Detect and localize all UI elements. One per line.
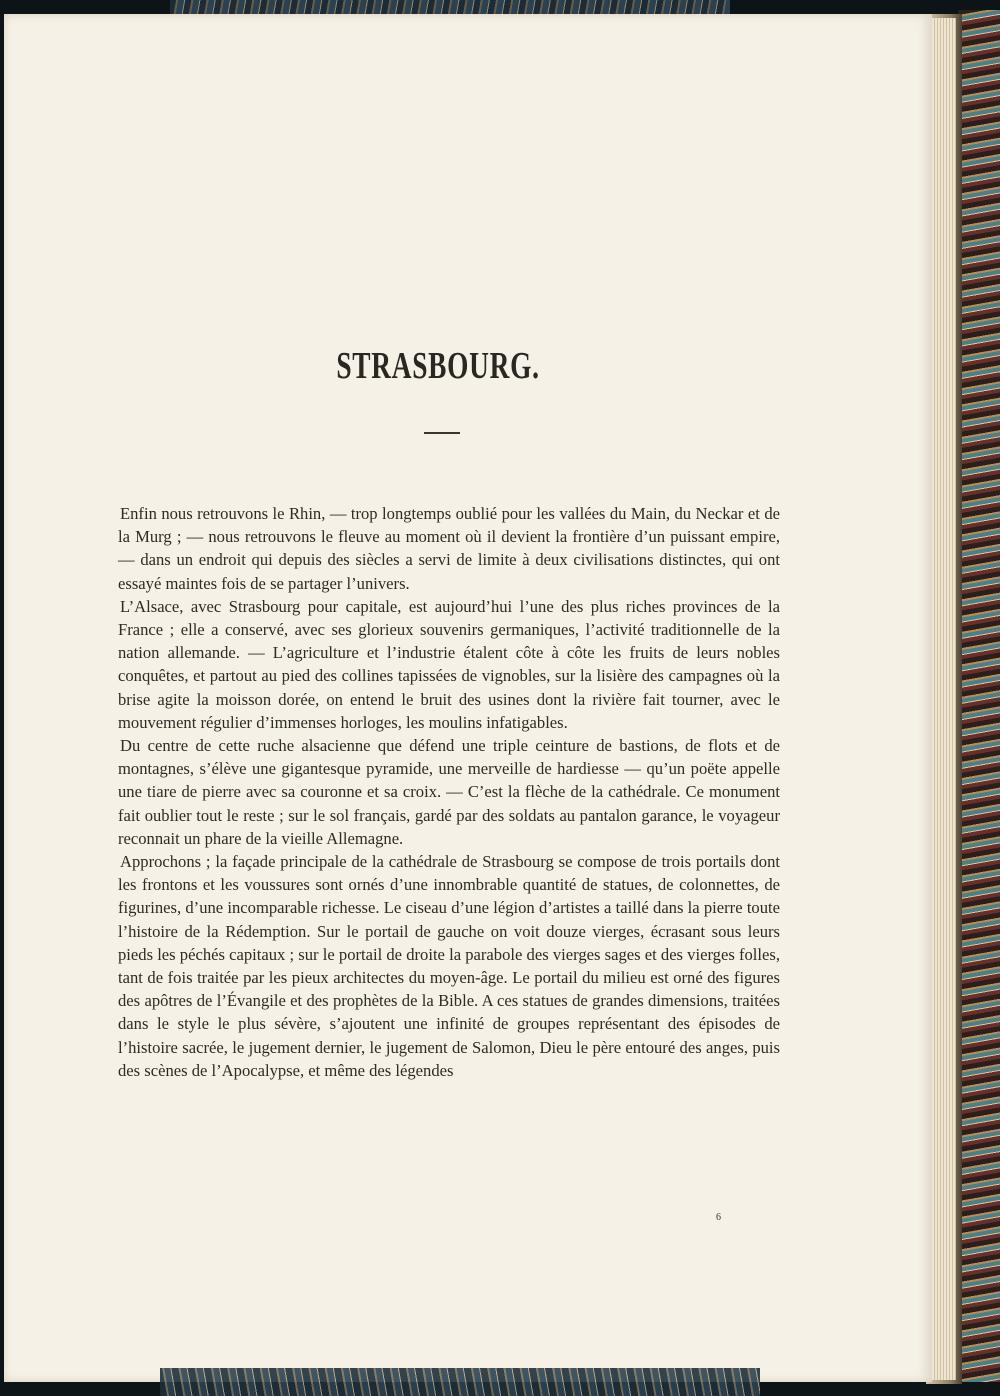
body-text xyxy=(118,502,780,1082)
marbled-right-edge xyxy=(958,10,1000,1382)
paragraph-2: L’Alsace, avec Strasbourg pour capitale, est aujourd’hui l’une des plus riches provinces de la France ; elle a conservé, avec ses glorieux souvenirs germaniques, l’activité traditionnelle de la nation allemande. — L’agriculture et l’industrie étalent côte à côte les fruits de leurs nobles conquêtes, et partout au pied des collines tapissées de vignobles, sur la lisière des campagnes où la brise agite la moisson dorée, on entend le bruit des usines dont la rivière fait tourner, avec le mouvement régulier d’immenses horloges, les moulins infatigables. xyxy=(118,596,780,732)
paragraph-4: Approchons ; la façade principale de la cathédrale de Strasbourg se compose de trois portails dont les frontons et les voussures sont ornés d’une innombrable quantité de statues, de colonnettes, de figurines, d’une incomparable richesse. Le ciseau d’une légion d’artistes a taillé dans la pierre toute l’histoire de la Rédemption. Sur le portail de gauche on voit douze vierges, écrasant sous leurs pieds les péchés capitaux ; sur le portail de droite la parabole des vierges sages et des vierges folles, tant de fois traitée par les pieux architectes du moyen-âge. Le portail du milieu est orné des figures des apôtres de l’Évangile et des prophètes de la Bible. A ces statues de grandes dimensions, traitées dans le style le plus sévère, s’ajoutent une infinité de groupes représentant des épisodes de l’histoire sacrée, le jugement dernier, le jugement de Salomon, Dieu le père entouré des anges, puis des scènes de l’Apocalypse, et même des légendes xyxy=(118,852,780,1080)
page-number: 6 xyxy=(716,1212,721,1223)
marbled-bottom-edge xyxy=(160,1368,760,1396)
page-sheet xyxy=(4,14,932,1382)
paragraph-1: Enfin nous retrouvons le Rhin, — trop longtemps oublié pour les vallées du Main, du Neckar et de la Murg ; — nous retrouvons le fleuve au moment où il devient la frontière d’un puissant empire, — dans un endroit qui depuis des siècles a servi de limite à deux civilisations distinctes, qui ont essayé maintes fois de se partager l’univers. xyxy=(118,504,780,593)
paragraph-3: Du centre de cette ruche alsacienne que défend une triple ceinture de bastions, de flots et de montagnes, s’élève une gigantesque pyramide, une merveille de hardiesse — qu’un poëte appelle une tiare de pierre avec sa couronne et sa croix. — C’est la flèche de la cathédrale. Ce monument fait oublier tout le reste ; sur le sol français, gardé par des soldats au pantalon garance, le voyageur reconnait un phare de la vieille Allemagne. xyxy=(118,736,780,848)
title-rule xyxy=(424,432,460,434)
page-title: STRASBOURG. xyxy=(336,345,540,387)
